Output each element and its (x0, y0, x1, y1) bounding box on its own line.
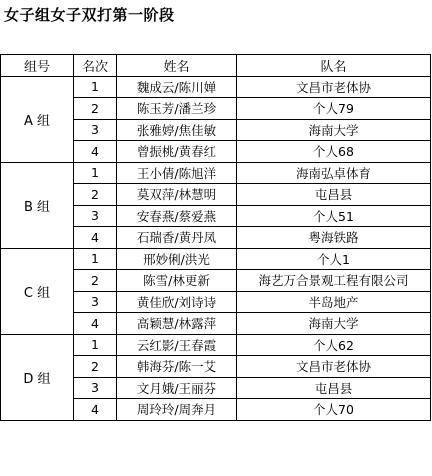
rank-cell: 3 (74, 291, 117, 313)
team-cell: 半岛地产 (237, 291, 431, 313)
header-rank: 名次 (74, 55, 117, 77)
team-cell: 个人79 (237, 98, 431, 120)
group-label: D 组 (1, 334, 74, 420)
team-cell: 屯昌县 (237, 184, 431, 206)
names-cell: 陈玉芳/潘兰珍 (117, 98, 237, 120)
team-cell: 个人1 (237, 248, 431, 270)
team-cell: 粤海铁路 (237, 227, 431, 249)
team-cell: 个人68 (237, 141, 431, 163)
rank-cell: 3 (74, 377, 117, 399)
team-cell: 海南弘卓体育 (237, 162, 431, 184)
rank-cell: 4 (74, 399, 117, 421)
rank-cell: 1 (74, 334, 117, 356)
rank-cell: 1 (74, 76, 117, 98)
header-names: 姓名 (117, 55, 237, 77)
header-group: 组号 (1, 55, 74, 77)
rank-cell: 2 (74, 184, 117, 206)
team-cell: 个人51 (237, 205, 431, 227)
names-cell: 安春燕/蔡爱燕 (117, 205, 237, 227)
rank-cell: 3 (74, 119, 117, 141)
table-body (1, 76, 431, 420)
rank-cell: 3 (74, 205, 117, 227)
names-cell: 韩海芬/陈一艾 (117, 356, 237, 378)
header-row (1, 55, 431, 77)
rank-cell: 4 (74, 313, 117, 335)
names-cell: 云红影/王春霞 (117, 334, 237, 356)
names-cell: 王小倩/陈旭洋 (117, 162, 237, 184)
rank-cell: 1 (74, 162, 117, 184)
names-cell: 莫双萍/林慧明 (117, 184, 237, 206)
team-cell: 海艺万合景观工程有限公司 (237, 270, 431, 292)
names-cell: 曾振桃/黄春红 (117, 141, 237, 163)
team-cell: 海南大学 (237, 119, 431, 141)
group-label: B 组 (1, 162, 74, 248)
table-row (1, 248, 431, 270)
results-table (0, 54, 431, 421)
names-cell: 高颖慧/林露萍 (117, 313, 237, 335)
names-cell: 石瑞香/黄丹凤 (117, 227, 237, 249)
team-cell: 个人70 (237, 399, 431, 421)
names-cell: 魏成云/陈川婵 (117, 76, 237, 98)
rank-cell: 4 (74, 141, 117, 163)
table-row (1, 334, 431, 356)
rank-cell: 1 (74, 248, 117, 270)
table-row (1, 76, 431, 98)
rank-cell: 2 (74, 98, 117, 120)
names-cell: 周玲玲/周奔月 (117, 399, 237, 421)
rank-cell: 2 (74, 270, 117, 292)
team-cell: 海南大学 (237, 313, 431, 335)
names-cell: 张雅婷/焦佳敏 (117, 119, 237, 141)
names-cell: 文月娥/王丽芬 (117, 377, 237, 399)
names-cell: 黄佳欣/刘诗诗 (117, 291, 237, 313)
group-label: C 组 (1, 248, 74, 334)
team-cell: 文昌市老体协 (237, 76, 431, 98)
team-cell: 屯昌县 (237, 377, 431, 399)
table-row (1, 162, 431, 184)
names-cell: 陈雪/林更新 (117, 270, 237, 292)
team-cell: 个人62 (237, 334, 431, 356)
team-cell: 文昌市老体协 (237, 356, 431, 378)
rank-cell: 2 (74, 356, 117, 378)
group-label: A 组 (1, 76, 74, 162)
header-team: 队名 (237, 55, 431, 77)
rank-cell: 4 (74, 227, 117, 249)
names-cell: 邢妙俐/洪光 (117, 248, 237, 270)
page-title: 女子组女子双打第一阶段 (4, 6, 175, 24)
